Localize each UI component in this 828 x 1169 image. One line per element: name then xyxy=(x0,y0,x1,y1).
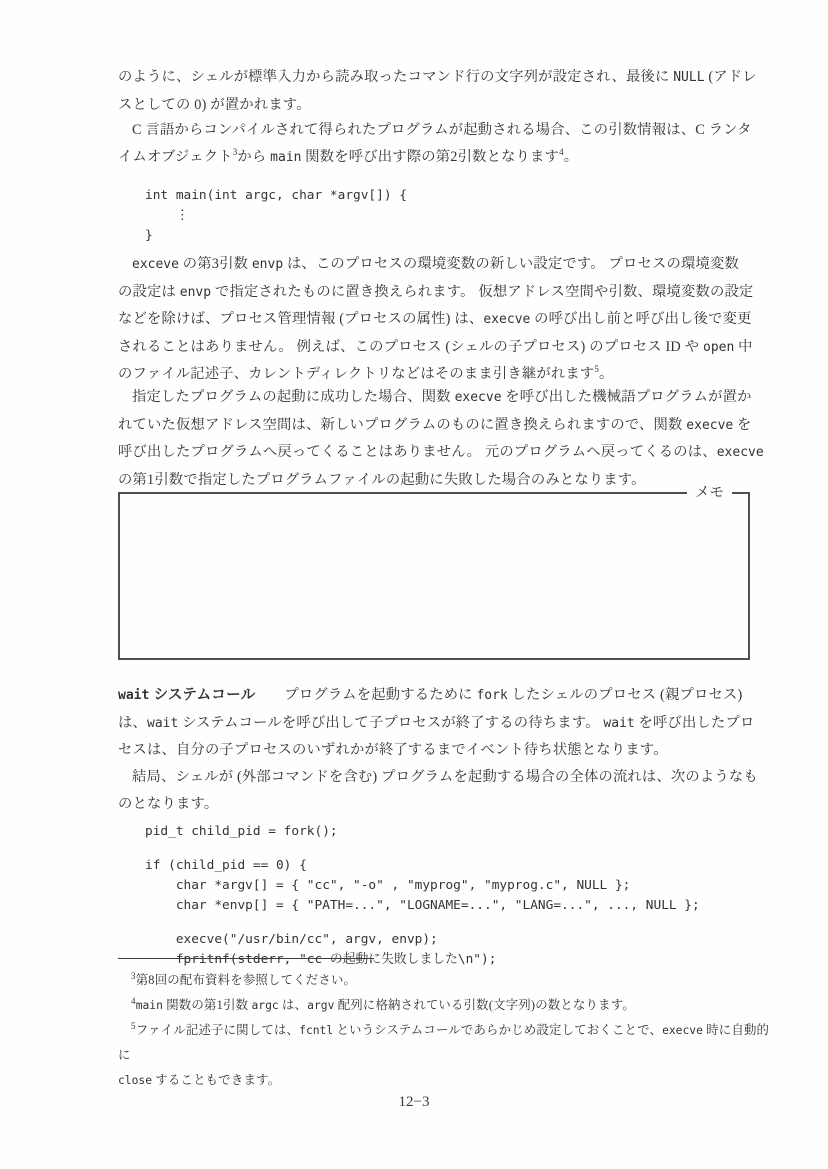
paragraph-wait-syscall: wait システムコール プログラムを起動するために fork したシェルのプロセス (親プロセス) は、wait システムコールを呼び出して子プロセスが終了するの待ちます。 wait を呼び出したプロ セスは、自分の子プロセスのいずれかが終了するまでイベント待ち状態となります。 xyxy=(118,687,755,758)
memo-box xyxy=(118,485,750,660)
footnote-4 xyxy=(118,993,780,1018)
footnote-5 xyxy=(118,1018,780,1093)
paragraph-null-terminator: のように、シェルが標準入力から読み取ったコマンド行の文字列が設定され、最後に NULL (アドレ スとしての 0) が置かれます。 xyxy=(118,69,757,113)
code-block-main-signature: int main(int argc, char *argv[]) { ⋮ } xyxy=(145,188,407,243)
paragraph-execve-envp: exceve の第3引数 envp は、このプロセスの環境変数の新しい設定です。 プロセスの環境変数 の設定は envp で指定されたものに置き換えられます。 仮想アドレス空間や引数、環境変数の設定 などを除けば、プロセス管理情報 (プロセスの属性) は、execve の呼び出し前と呼び出し後で変更 されることはありません。 例えば、このプロセス (シェルの子プロセス) のプロセス ID や open 中 のファイル記述子、カレントディレクトリなどはそのまま引き継がれます$^5$。 xyxy=(118,256,754,382)
footnotes-area xyxy=(118,958,780,1093)
footnote-marker: 3 xyxy=(131,970,136,981)
page-number: 12−3 xyxy=(398,1094,430,1110)
paragraph-c-runtime: C 言語からコンパイルされて得られたプログラムが起動される場合、この引数情報は、C ランタ イムオブジェクト$^3$から main 関数を呼び出す際の第2引数となります$^4$。 xyxy=(118,122,752,165)
paragraph-execve-success: 指定したプログラムの起動に成功した場合、関数 execve を呼び出した機械語プログラムが置か れていた仮想アドレス空間は、新しいプログラムのものに置き換えられますので、関数 execve を 呼び出したプログラムへ戻ってくることはありません。 元のプログラムへ戻ってくるのは、execve の第1引数で指定したプログラムファイルの起動に失敗した場合のみとなります。 xyxy=(118,389,764,488)
footnote-rule xyxy=(118,958,374,959)
footnote-text: 第8回の配布資料を参照してください。 xyxy=(135,973,357,987)
code-block-fork-execve: pid_t child_pid = fork(); if (child_pid == 0) { char *argv[] = { "cc", "-o" , "myprog", "myprog.c", NULL }; char *envp[] = { "PATH=...", "LOGNAME=...", "LANG=...", ..., NULL }; execve("/usr/bin/cc", argv, envp); fpritnf(stderr, "cc の起動に失敗しました\n"); xyxy=(145,824,700,967)
footnote-marker: 5 xyxy=(131,1020,136,1031)
footnote-marker: 4 xyxy=(131,995,136,1006)
memo-label: メモ xyxy=(687,483,732,503)
footnote-text: main 関数の第1引数 argc は、argv 配列に格納されている引数(文字列)の数となります。 xyxy=(135,998,635,1012)
paragraph-overall-flow: 結局、シェルが (外部コマンドを含む) プログラムを起動する場合の全体の流れは、次のようなも のとなります。 xyxy=(118,769,758,812)
footnote-3 xyxy=(118,968,780,993)
footnote-text: ファイル記述子に関しては、fcntl というシステムコールであらかじめ設定しておくことで、execve 時に自動的に close することもできます。 xyxy=(118,1023,770,1087)
